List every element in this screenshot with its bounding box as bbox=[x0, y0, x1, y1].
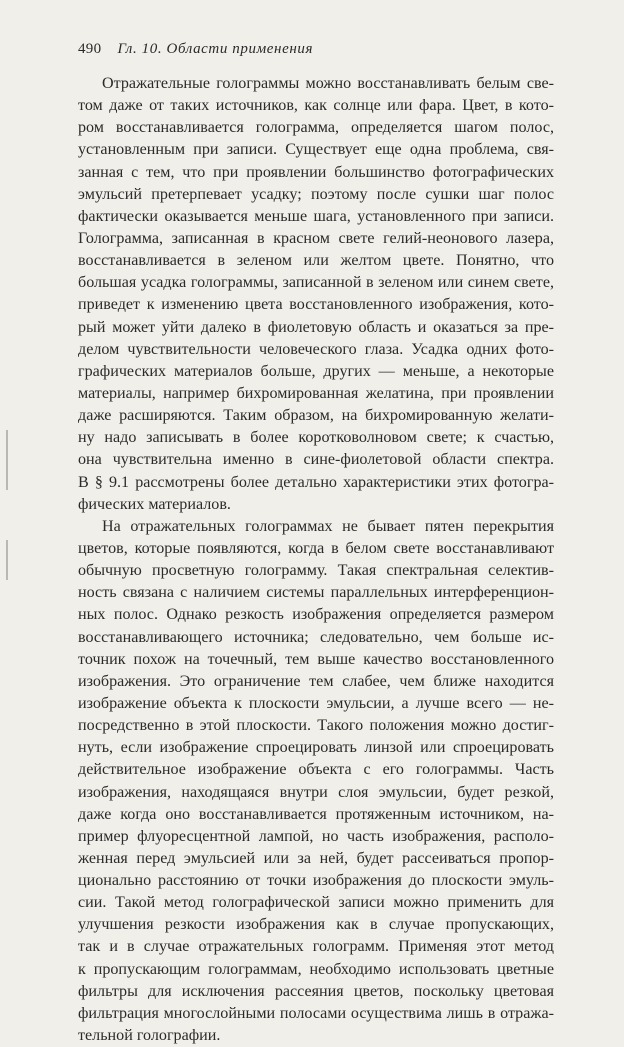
text-line: цветов, которые появляются, когда в белом свете восстанавливают bbox=[78, 539, 554, 557]
text-line: В § 9.1 рассмотрены более детально характеристики этих фотогра- bbox=[78, 473, 554, 491]
text-line: делом чувствительности человеческого глаза. Усадка одних фото- bbox=[78, 340, 554, 358]
paragraph bbox=[78, 516, 554, 1047]
running-title: Гл. 10. Области применения bbox=[117, 41, 314, 57]
text-line: эмульсий претерпевает усадку; поэтому после сушки шаг полос bbox=[78, 185, 554, 203]
text-line: восстанавливающего источника; следовательно, чем больше ис- bbox=[78, 628, 554, 646]
text-line: восстанавливается в зеленом или желтом цвете. Понятно, что bbox=[78, 252, 554, 270]
text-line: ционально расстоянию от точки изображения до плоскости эмуль- bbox=[78, 872, 554, 890]
text-line: ных полос. Однако резкость изображения определяется размером bbox=[78, 606, 554, 624]
text-line: женная перед эмульсией или за ней, будет рассеиваться пропор- bbox=[78, 849, 554, 867]
text-line: Голограмма, записанная в красном свете гелий-неонового лазера, bbox=[78, 229, 554, 247]
text-line: изображение объекта к плоскости эмульсии, а лучше всего — не- bbox=[78, 694, 554, 712]
text-line: нуть, если изображение спроецировать линзой или спроецировать bbox=[78, 739, 554, 757]
text-line: фактически оказывается меньше шага, установленного при записи. bbox=[78, 207, 554, 225]
text-line: ну надо записывать в более коротковолновом свете; к счастью, bbox=[78, 429, 554, 447]
text-line: изображения, находящаяся внутри слоя эмульсии, будет резкой, bbox=[78, 783, 554, 801]
text-line: тельной голографии. bbox=[78, 1027, 221, 1045]
text-line: Отражательные голограммы можно восстанавливать белым све- bbox=[102, 75, 554, 92]
text-line: пример флуоресцентной лампой, но часть изображения, располо- bbox=[78, 827, 554, 845]
text-line: материалы, например бихромированная желатина, при проявлении bbox=[78, 384, 554, 402]
text-line: даже расширяются. Таким образом, на бихромированную желати- bbox=[78, 407, 554, 425]
text-line: ром восстанавливается голограмма, определяется шагом полос, bbox=[78, 119, 554, 137]
scan-edge-mark bbox=[6, 430, 8, 490]
text-line: обычную просветную голограмму. Такая спектральная селектив- bbox=[78, 562, 554, 580]
text-line: действительное изображение объекта с его голограммы. Часть bbox=[78, 761, 554, 779]
text-line: посредственно в этой плоскости. Такого положения можно достиг- bbox=[78, 717, 554, 735]
text-line: сии. Такой метод голографической записи можно применить для bbox=[78, 894, 554, 912]
text-line: она чувствительна именно в сине-фиолетовой области спектра. bbox=[78, 451, 554, 469]
page-number: 490 bbox=[78, 41, 102, 57]
text-line: рый может уйти далеко в фиолетовую область и оказаться за пре- bbox=[78, 318, 554, 336]
text-line: фических материалов. bbox=[78, 495, 231, 513]
text-line: к пропускающим голограммам, необходимо использовать цветные bbox=[78, 960, 554, 978]
page-header bbox=[78, 38, 554, 60]
scan-edge-mark bbox=[6, 540, 8, 580]
text-line: ность связана с наличием системы параллельных интерференцион- bbox=[78, 584, 554, 602]
text-line: даже когда оно восстанавливается протяженным источником, на- bbox=[78, 805, 554, 823]
text-line: изображения. Это ограничение тем слабее, чем ближе находится bbox=[78, 672, 554, 690]
body-text bbox=[78, 73, 554, 1047]
text-line: том даже от таких источников, как солнце или фара. Цвет, в кото- bbox=[78, 97, 554, 115]
text-line: занная с тем, что при проявлении большинство фотографических bbox=[78, 163, 554, 181]
text-line: так и в случае отражательных голограмм. Применяя этот метод bbox=[78, 938, 554, 956]
text-line: фильтрация многослойными полосами осуществима лишь в отража- bbox=[78, 1004, 554, 1022]
text-line: приведет к изменению цвета восстановленного изображения, кото- bbox=[78, 296, 554, 314]
text-line: На отражательных голограммах не бывает пятен перекрытия bbox=[102, 517, 554, 535]
text-line: графических материалов больше, других — меньше, а некоторые bbox=[78, 362, 554, 380]
text-line: улучшения резкости изображения как в случае пропускающих, bbox=[78, 916, 554, 934]
paragraph bbox=[78, 73, 554, 516]
text-line: точник похож на точечный, тем выше качество восстановленного bbox=[78, 650, 554, 668]
text-line: большая усадка голограммы, записанной в зеленом или синем свете, bbox=[78, 274, 554, 292]
text-line: фильтры для исключения рассеяния цветов, поскольку цветовая bbox=[78, 982, 554, 1000]
text-line: установленным при записи. Существует еще одна проблема, свя- bbox=[78, 141, 554, 159]
